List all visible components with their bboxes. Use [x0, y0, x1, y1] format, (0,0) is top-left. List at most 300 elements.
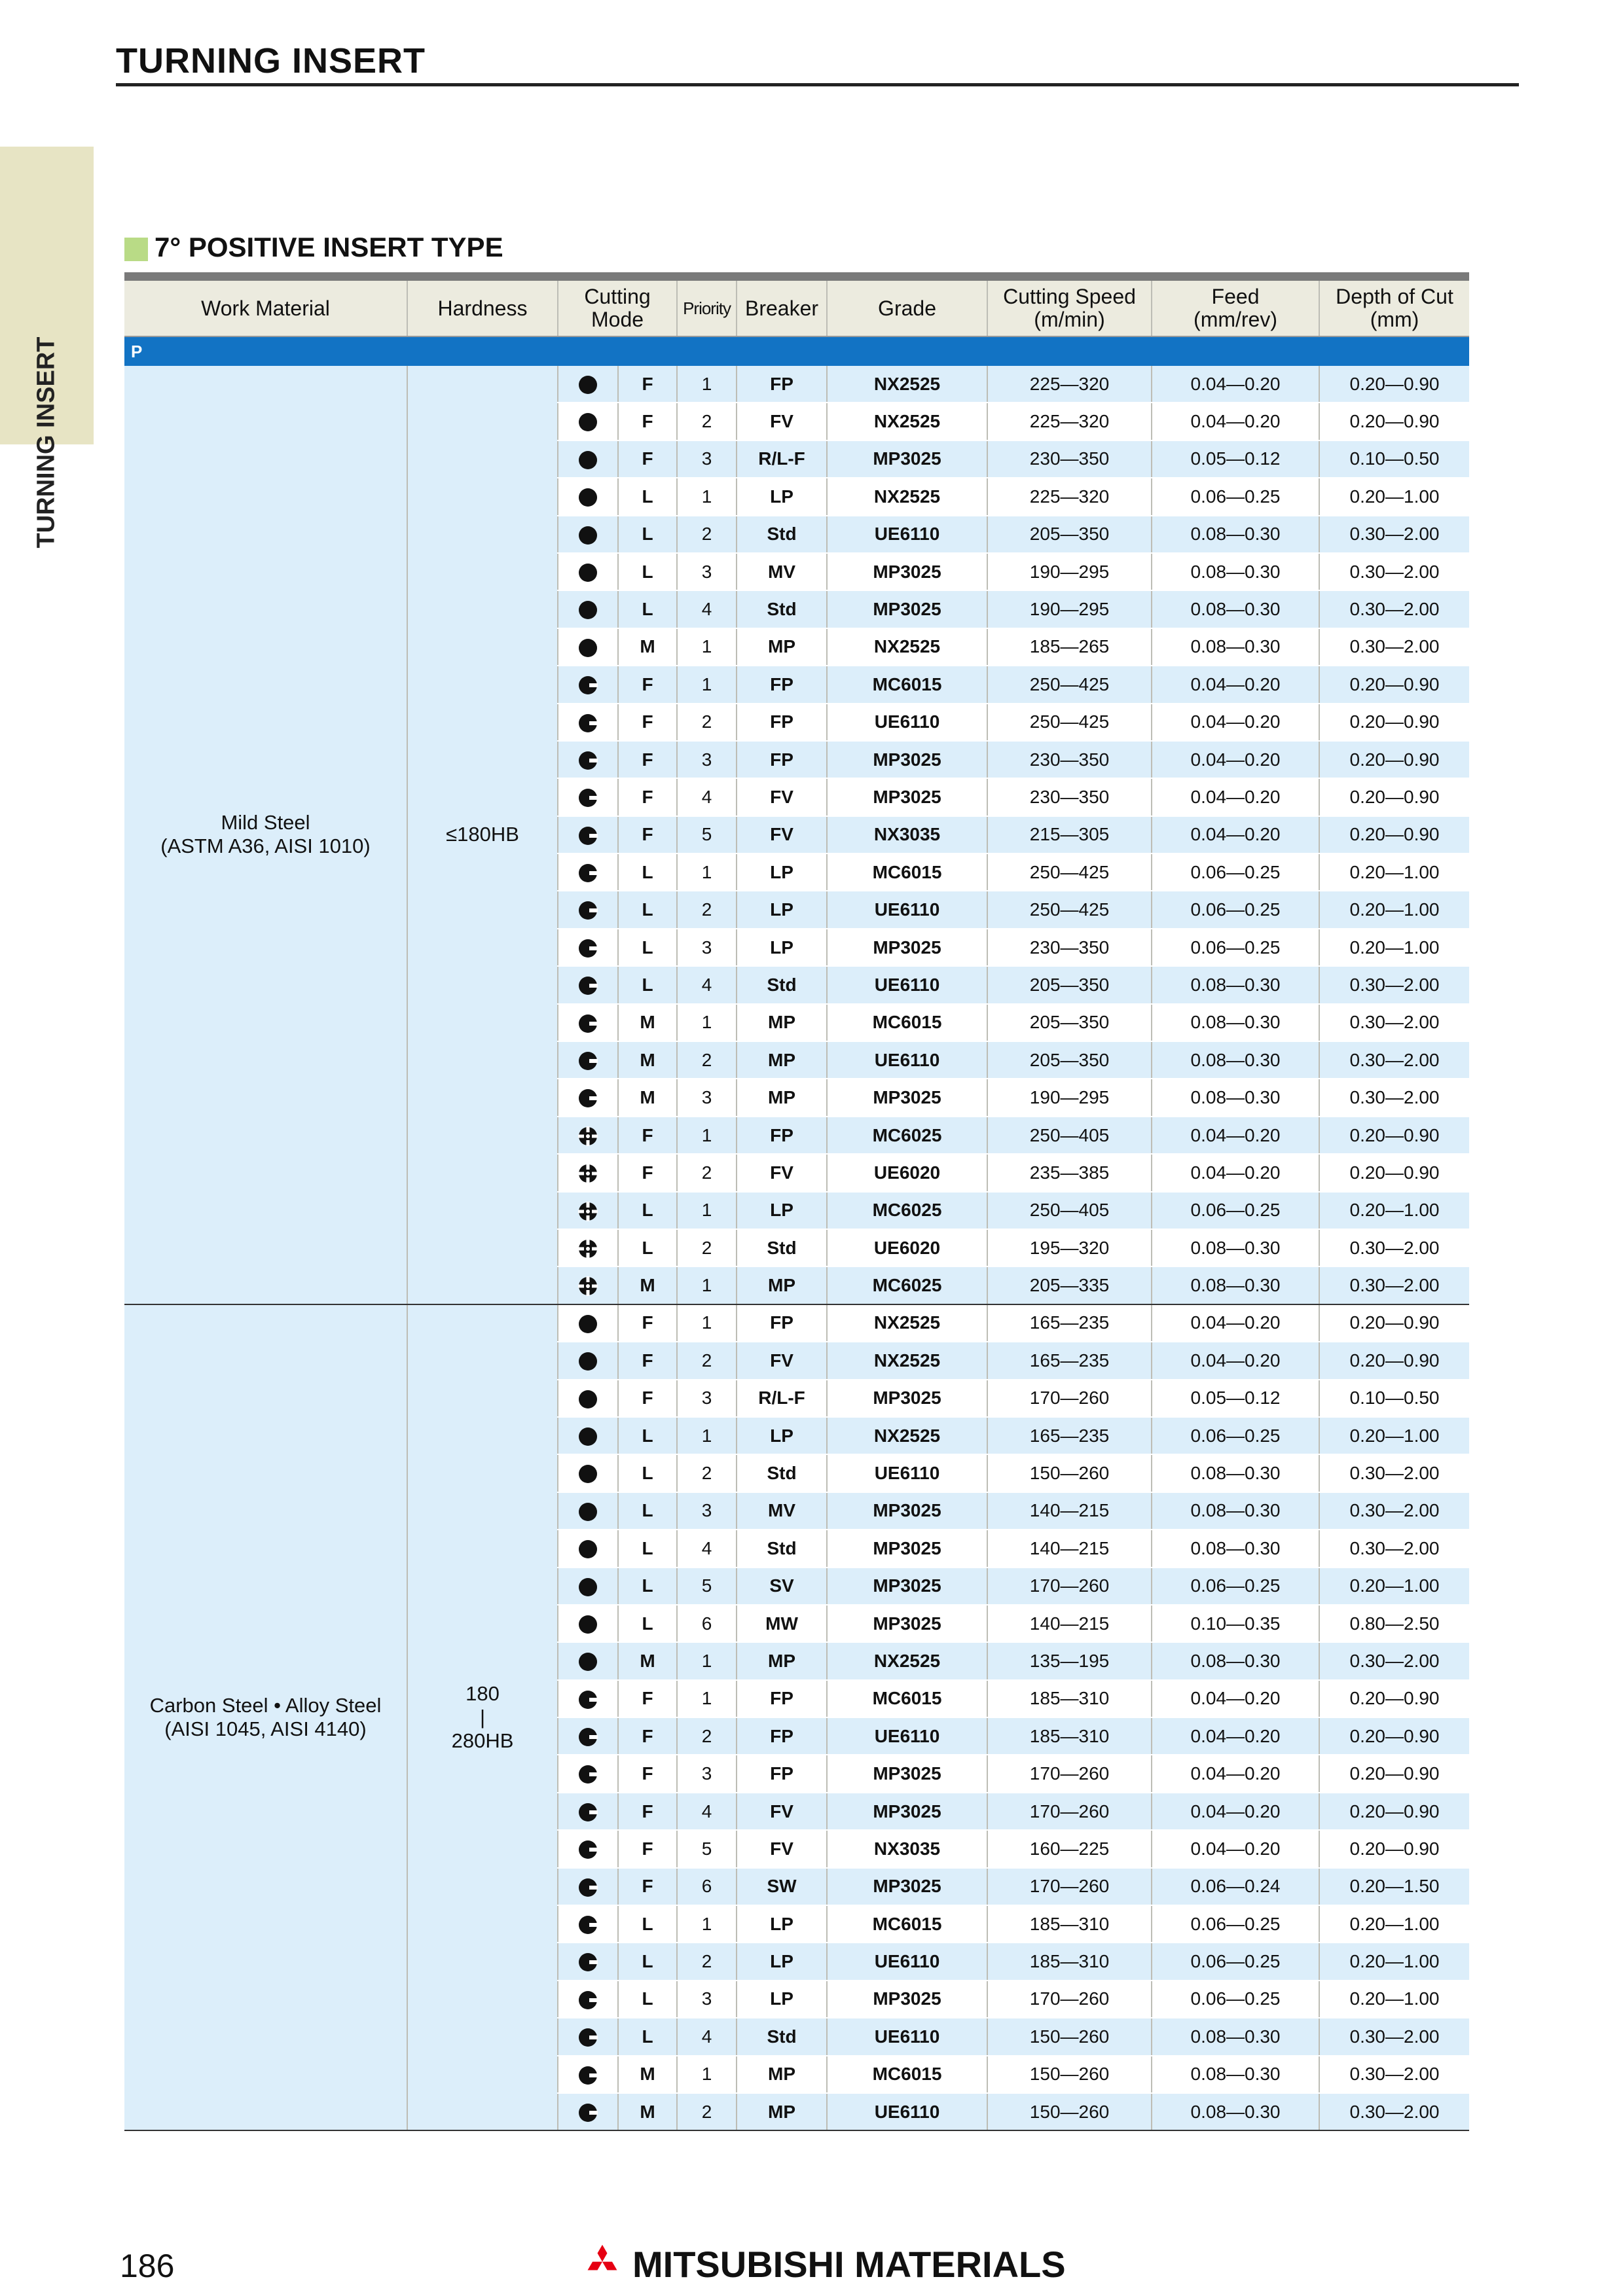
light-interrupted-cutting-icon — [578, 901, 598, 920]
cut-type-cell — [558, 1492, 618, 1530]
priority-cell: 1 — [677, 1905, 737, 1943]
column-header: Breaker — [737, 281, 827, 336]
cutting-speed-cell: 185—265 — [987, 628, 1152, 666]
grade-cell: UE6110 — [827, 704, 987, 741]
cutting-mode-cell: L — [618, 853, 677, 891]
cutting-mode-cell: L — [618, 1943, 677, 1980]
depth-of-cut-cell: 0.20—1.00 — [1319, 1943, 1469, 1980]
breaker-cell: FP — [737, 704, 827, 741]
breaker-cell: MV — [737, 1492, 827, 1530]
feed-cell: 0.04—0.20 — [1152, 1830, 1319, 1867]
depth-of-cut-cell: 0.20—1.00 — [1319, 1417, 1469, 1454]
cutting-mode-cell: F — [618, 1717, 677, 1755]
cut-type-cell — [558, 1154, 618, 1191]
light-interrupted-cutting-icon — [578, 2103, 598, 2123]
cutting-mode-cell: M — [618, 2056, 677, 2093]
column-header: Grade — [827, 281, 987, 336]
light-interrupted-cutting-icon — [578, 751, 598, 770]
grade-cell: UE6110 — [827, 891, 987, 928]
breaker-cell: Std — [737, 966, 827, 1003]
cutting-mode-cell: L — [618, 1192, 677, 1229]
cutting-speed-cell: 165—235 — [987, 1417, 1152, 1454]
cut-type-cell — [558, 1192, 618, 1229]
cutting-speed-cell: 205—350 — [987, 1004, 1152, 1041]
priority-cell: 2 — [677, 1943, 737, 1980]
cutting-speed-cell: 205—350 — [987, 966, 1152, 1003]
table-header-row — [124, 281, 1469, 336]
depth-of-cut-cell: 0.20—1.00 — [1319, 1981, 1469, 2018]
priority-cell: 6 — [677, 1605, 737, 1642]
feed-cell: 0.04—0.20 — [1152, 1755, 1319, 1792]
light-interrupted-cutting-icon — [578, 1952, 598, 1972]
grade-cell: MP3025 — [827, 1605, 987, 1642]
priority-cell: 4 — [677, 1530, 737, 1567]
priority-cell: 1 — [677, 366, 737, 403]
side-tab-label: TURNING INSERT — [32, 336, 60, 548]
cut-type-cell — [558, 1568, 618, 1605]
cutting-mode-cell: L — [618, 1981, 677, 2018]
priority-cell: 5 — [677, 1568, 737, 1605]
cutting-speed-cell: 250—425 — [987, 666, 1152, 703]
cut-type-cell — [558, 1004, 618, 1041]
breaker-cell: Std — [737, 1530, 827, 1567]
depth-of-cut-cell: 0.30—2.00 — [1319, 966, 1469, 1003]
grade-cell: UE6110 — [827, 1041, 987, 1079]
depth-of-cut-cell: 0.20—0.90 — [1319, 1830, 1469, 1867]
priority-cell: 1 — [677, 1117, 737, 1154]
table-row — [124, 1304, 1469, 1342]
breaker-cell: FP — [737, 366, 827, 403]
depth-of-cut-cell: 0.20—1.00 — [1319, 853, 1469, 891]
grade-cell: NX3035 — [827, 1830, 987, 1867]
breaker-cell: MP — [737, 1266, 827, 1304]
grade-cell: MP3025 — [827, 1568, 987, 1605]
cutting-speed-cell: 150—260 — [987, 2093, 1152, 2130]
cutting-speed-cell: 170—260 — [987, 1568, 1152, 1605]
breaker-cell: FP — [737, 1117, 827, 1154]
grade-cell: UE6110 — [827, 516, 987, 553]
feed-cell: 0.06—0.25 — [1152, 478, 1319, 515]
cutting-mode-cell: L — [618, 478, 677, 515]
breaker-cell: LP — [737, 478, 827, 515]
breaker-cell: SV — [737, 1568, 827, 1605]
feed-cell: 0.08—0.30 — [1152, 966, 1319, 1003]
grade-cell: MP3025 — [827, 1079, 987, 1116]
cutting-mode-cell: F — [618, 1793, 677, 1830]
priority-cell: 4 — [677, 590, 737, 628]
cutting-speed-cell: 185—310 — [987, 1680, 1152, 1717]
heavy-interrupted-cutting-icon — [578, 1202, 598, 1221]
continuous-cutting-icon — [578, 1427, 598, 1446]
column-header: Cutting Mode — [558, 281, 677, 336]
priority-cell: 3 — [677, 741, 737, 778]
cutting-mode-cell: L — [618, 1492, 677, 1530]
grade-cell: NX2525 — [827, 1304, 987, 1342]
cutting-speed-cell: 190—295 — [987, 1079, 1152, 1116]
priority-cell: 1 — [677, 853, 737, 891]
breaker-cell: SW — [737, 1868, 827, 1905]
cutting-mode-cell: F — [618, 1755, 677, 1792]
priority-cell: 2 — [677, 1717, 737, 1755]
cut-type-cell — [558, 891, 618, 928]
depth-of-cut-cell: 0.30—2.00 — [1319, 553, 1469, 590]
breaker-cell: MP — [737, 1079, 827, 1116]
cut-type-cell — [558, 1304, 618, 1342]
feed-cell: 0.08—0.30 — [1152, 1079, 1319, 1116]
feed-cell: 0.04—0.20 — [1152, 666, 1319, 703]
grade-cell: MC6015 — [827, 1680, 987, 1717]
depth-of-cut-cell: 0.30—2.00 — [1319, 628, 1469, 666]
priority-cell: 2 — [677, 516, 737, 553]
light-interrupted-cutting-icon — [578, 1990, 598, 2010]
cutting-speed-cell: 190—295 — [987, 590, 1152, 628]
cut-type-cell — [558, 1380, 618, 1417]
cut-type-cell — [558, 1642, 618, 1679]
grade-cell: MP3025 — [827, 1868, 987, 1905]
depth-of-cut-cell: 0.20—0.90 — [1319, 1717, 1469, 1755]
material-group-label: P — [124, 336, 1469, 366]
breaker-cell: FV — [737, 778, 827, 816]
continuous-cutting-icon — [578, 1652, 598, 1672]
feed-cell: 0.06—0.25 — [1152, 1417, 1319, 1454]
depth-of-cut-cell: 0.30—2.00 — [1319, 516, 1469, 553]
cut-type-cell — [558, 553, 618, 590]
cut-type-cell — [558, 1793, 618, 1830]
continuous-cutting-icon — [578, 563, 598, 583]
cutting-mode-cell: M — [618, 1041, 677, 1079]
grade-cell: NX2525 — [827, 1342, 987, 1379]
feed-cell: 0.04—0.20 — [1152, 1154, 1319, 1191]
feed-cell: 0.08—0.30 — [1152, 1004, 1319, 1041]
mitsubishi-logo-icon — [580, 2244, 625, 2284]
grade-cell: MC6025 — [827, 1117, 987, 1154]
depth-of-cut-cell: 0.20—1.50 — [1319, 1868, 1469, 1905]
side-tab — [0, 147, 94, 548]
breaker-cell: MP — [737, 1642, 827, 1679]
grade-cell: UE6110 — [827, 966, 987, 1003]
cutting-mode-cell: M — [618, 1004, 677, 1041]
table-row — [124, 366, 1469, 403]
depth-of-cut-cell: 0.20—0.90 — [1319, 1117, 1469, 1154]
priority-cell: 5 — [677, 816, 737, 853]
cutting-speed-cell: 250—405 — [987, 1192, 1152, 1229]
depth-of-cut-cell: 0.10—0.50 — [1319, 440, 1469, 478]
cutting-speed-cell: 230—350 — [987, 741, 1152, 778]
depth-of-cut-cell: 0.80—2.50 — [1319, 1605, 1469, 1642]
breaker-cell: FV — [737, 403, 827, 440]
breaker-cell: FV — [737, 1793, 827, 1830]
cutting-speed-cell: 165—235 — [987, 1342, 1152, 1379]
cut-type-cell — [558, 1905, 618, 1943]
breaker-cell: R/L-F — [737, 1380, 827, 1417]
feed-cell: 0.08—0.30 — [1152, 1454, 1319, 1492]
grade-cell: NX3035 — [827, 816, 987, 853]
priority-cell: 2 — [677, 1229, 737, 1266]
light-interrupted-cutting-icon — [578, 788, 598, 808]
priority-cell: 2 — [677, 1154, 737, 1191]
light-interrupted-cutting-icon — [578, 1840, 598, 1859]
cut-type-cell — [558, 1454, 618, 1492]
cut-type-cell — [558, 1830, 618, 1867]
continuous-cutting-icon — [578, 1539, 598, 1559]
cut-type-cell — [558, 1417, 618, 1454]
feed-cell: 0.04—0.20 — [1152, 1304, 1319, 1342]
depth-of-cut-cell: 0.20—0.90 — [1319, 1342, 1469, 1379]
light-interrupted-cutting-icon — [578, 1690, 598, 1710]
continuous-cutting-icon — [578, 526, 598, 545]
grade-cell: MP3025 — [827, 1981, 987, 2018]
heavy-interrupted-cutting-icon — [578, 1126, 598, 1146]
light-interrupted-cutting-icon — [578, 1915, 598, 1935]
cutting-mode-cell: L — [618, 891, 677, 928]
cutting-speed-cell: 185—310 — [987, 1717, 1152, 1755]
light-interrupted-cutting-icon — [578, 1878, 598, 1897]
breaker-cell: FP — [737, 741, 827, 778]
cutting-speed-cell: 205—350 — [987, 1041, 1152, 1079]
hardness-cell: 180 | 280HB — [407, 1304, 558, 2131]
cutting-mode-cell: L — [618, 590, 677, 628]
cutting-speed-cell: 170—260 — [987, 1868, 1152, 1905]
cut-type-cell — [558, 1717, 618, 1755]
grade-cell: MP3025 — [827, 741, 987, 778]
cut-type-cell — [558, 1605, 618, 1642]
cutting-speed-cell: 150—260 — [987, 2056, 1152, 2093]
depth-of-cut-cell: 0.20—0.90 — [1319, 816, 1469, 853]
heavy-interrupted-cutting-icon — [578, 1239, 598, 1259]
breaker-cell: LP — [737, 1417, 827, 1454]
cutting-mode-cell: L — [618, 1530, 677, 1567]
light-interrupted-cutting-icon — [578, 863, 598, 883]
work-material-cell: Carbon Steel • Alloy Steel (AISI 1045, AISI 4140) — [124, 1304, 407, 2131]
continuous-cutting-icon — [578, 1615, 598, 1634]
cutting-mode-cell: F — [618, 704, 677, 741]
grade-cell: MP3025 — [827, 553, 987, 590]
feed-cell: 0.08—0.30 — [1152, 553, 1319, 590]
priority-cell: 1 — [677, 1680, 737, 1717]
cutting-speed-cell: 135—195 — [987, 1642, 1152, 1679]
breaker-cell: FV — [737, 1154, 827, 1191]
cut-type-cell — [558, 478, 618, 515]
light-interrupted-cutting-icon — [578, 675, 598, 695]
cutting-mode-cell: M — [618, 1079, 677, 1116]
priority-cell: 1 — [677, 478, 737, 515]
grade-cell: NX2525 — [827, 366, 987, 403]
feed-cell: 0.05—0.12 — [1152, 440, 1319, 478]
priority-cell: 3 — [677, 1981, 737, 2018]
cutting-speed-cell: 150—260 — [987, 1454, 1152, 1492]
cutting-mode-cell: L — [618, 929, 677, 966]
cutting-speed-cell: 185—310 — [987, 1943, 1152, 1980]
priority-cell: 4 — [677, 1793, 737, 1830]
breaker-cell: Std — [737, 2018, 827, 2055]
cutting-mode-cell: F — [618, 816, 677, 853]
cutting-mode-cell: L — [618, 1605, 677, 1642]
grade-cell: UE6020 — [827, 1154, 987, 1191]
cutting-speed-cell: 195—320 — [987, 1229, 1152, 1266]
cutting-mode-cell: M — [618, 628, 677, 666]
grade-cell: NX2525 — [827, 403, 987, 440]
breaker-cell: LP — [737, 1192, 827, 1229]
grade-cell: NX2525 — [827, 628, 987, 666]
depth-of-cut-cell: 0.20—0.90 — [1319, 403, 1469, 440]
grade-cell: MP3025 — [827, 1755, 987, 1792]
cutting-speed-cell: 140—215 — [987, 1605, 1152, 1642]
cutting-mode-cell: F — [618, 1830, 677, 1867]
cut-type-cell — [558, 1041, 618, 1079]
depth-of-cut-cell: 0.20—0.90 — [1319, 366, 1469, 403]
cutting-speed-cell: 170—260 — [987, 1981, 1152, 2018]
breaker-cell: LP — [737, 891, 827, 928]
grade-cell: NX2525 — [827, 1642, 987, 1679]
breaker-cell: FV — [737, 1342, 827, 1379]
light-interrupted-cutting-icon — [578, 713, 598, 733]
feed-cell: 0.04—0.20 — [1152, 1717, 1319, 1755]
cutting-speed-cell: 190—295 — [987, 553, 1152, 590]
grade-cell: MC6015 — [827, 1004, 987, 1041]
continuous-cutting-icon — [578, 412, 598, 432]
cutting-mode-cell: F — [618, 1342, 677, 1379]
depth-of-cut-cell: 0.10—0.50 — [1319, 1380, 1469, 1417]
feed-cell: 0.06—0.25 — [1152, 1981, 1319, 2018]
priority-cell: 2 — [677, 1454, 737, 1492]
priority-cell: 1 — [677, 1304, 737, 1342]
cutting-speed-cell: 170—260 — [987, 1793, 1152, 1830]
priority-cell: 2 — [677, 704, 737, 741]
priority-cell: 2 — [677, 2093, 737, 2130]
cutting-mode-cell: F — [618, 403, 677, 440]
grade-cell: MC6015 — [827, 666, 987, 703]
feed-cell: 0.08—0.30 — [1152, 1266, 1319, 1304]
cutting-speed-cell: 205—350 — [987, 516, 1152, 553]
cut-type-cell — [558, 1943, 618, 1980]
cutting-speed-cell: 165—235 — [987, 1304, 1152, 1342]
cutting-mode-cell: L — [618, 516, 677, 553]
priority-cell: 4 — [677, 966, 737, 1003]
grade-cell: UE6110 — [827, 1943, 987, 1980]
column-header: Cutting Speed (m/min) — [987, 281, 1152, 336]
cut-type-cell — [558, 2093, 618, 2130]
continuous-cutting-icon — [578, 1352, 598, 1371]
feed-cell: 0.05—0.12 — [1152, 1380, 1319, 1417]
grade-cell: MP3025 — [827, 1492, 987, 1530]
brand-footer — [580, 2244, 1066, 2284]
cut-type-cell — [558, 816, 618, 853]
depth-of-cut-cell: 0.20—0.90 — [1319, 1755, 1469, 1792]
cutting-mode-cell: F — [618, 1380, 677, 1417]
grade-cell: NX2525 — [827, 1417, 987, 1454]
depth-of-cut-cell: 0.20—0.90 — [1319, 1793, 1469, 1830]
priority-cell: 3 — [677, 1755, 737, 1792]
cut-type-cell — [558, 1229, 618, 1266]
cutting-speed-cell: 150—260 — [987, 2018, 1152, 2055]
grade-cell: UE6110 — [827, 2018, 987, 2055]
light-interrupted-cutting-icon — [578, 1088, 598, 1108]
cut-type-cell — [558, 778, 618, 816]
cutting-mode-cell: F — [618, 1117, 677, 1154]
feed-cell: 0.04—0.20 — [1152, 1793, 1319, 1830]
feed-cell: 0.08—0.30 — [1152, 1229, 1319, 1266]
cut-type-cell — [558, 1530, 618, 1567]
cut-type-cell — [558, 403, 618, 440]
priority-cell: 3 — [677, 1492, 737, 1530]
cut-type-cell — [558, 704, 618, 741]
light-interrupted-cutting-icon — [578, 939, 598, 958]
feed-cell: 0.06—0.25 — [1152, 891, 1319, 928]
depth-of-cut-cell: 0.30—2.00 — [1319, 1454, 1469, 1492]
feed-cell: 0.08—0.30 — [1152, 590, 1319, 628]
priority-cell: 1 — [677, 1642, 737, 1679]
cutting-speed-cell: 230—350 — [987, 440, 1152, 478]
feed-cell: 0.06—0.25 — [1152, 853, 1319, 891]
grade-cell: MC6015 — [827, 1905, 987, 1943]
breaker-cell: FP — [737, 666, 827, 703]
feed-cell: 0.08—0.30 — [1152, 1530, 1319, 1567]
priority-cell: 2 — [677, 891, 737, 928]
feed-cell: 0.04—0.20 — [1152, 704, 1319, 741]
priority-cell: 3 — [677, 929, 737, 966]
depth-of-cut-cell: 0.30—2.00 — [1319, 1041, 1469, 1079]
cut-type-cell — [558, 666, 618, 703]
feed-cell: 0.06—0.24 — [1152, 1868, 1319, 1905]
continuous-cutting-icon — [578, 375, 598, 395]
light-interrupted-cutting-icon — [578, 1727, 598, 1747]
cutting-speed-cell: 230—350 — [987, 929, 1152, 966]
grade-cell: MP3025 — [827, 929, 987, 966]
cutting-speed-cell: 250—405 — [987, 1117, 1152, 1154]
priority-cell: 2 — [677, 1041, 737, 1079]
breaker-cell: LP — [737, 1981, 827, 2018]
feed-cell: 0.04—0.20 — [1152, 778, 1319, 816]
column-header: Hardness — [407, 281, 558, 336]
feed-cell: 0.10—0.35 — [1152, 1605, 1319, 1642]
feed-cell: 0.08—0.30 — [1152, 1642, 1319, 1679]
depth-of-cut-cell: 0.20—0.90 — [1319, 1154, 1469, 1191]
cutting-conditions-table — [124, 281, 1469, 2131]
cut-type-cell — [558, 1079, 618, 1116]
cut-type-cell — [558, 1266, 618, 1304]
depth-of-cut-cell: 0.20—1.00 — [1319, 1192, 1469, 1229]
cutting-mode-cell: L — [618, 553, 677, 590]
cutting-mode-cell: F — [618, 1154, 677, 1191]
priority-cell: 2 — [677, 403, 737, 440]
feed-cell: 0.04—0.20 — [1152, 1117, 1319, 1154]
cut-type-cell — [558, 2018, 618, 2055]
breaker-cell: MW — [737, 1605, 827, 1642]
cutting-mode-cell: L — [618, 966, 677, 1003]
depth-of-cut-cell: 0.20—1.00 — [1319, 478, 1469, 515]
light-interrupted-cutting-icon — [578, 2066, 598, 2085]
grade-cell: MP3025 — [827, 1793, 987, 1830]
cutting-speed-cell: 170—260 — [987, 1380, 1152, 1417]
priority-cell: 1 — [677, 1417, 737, 1454]
cutting-speed-cell: 185—310 — [987, 1905, 1152, 1943]
cutting-mode-cell: F — [618, 778, 677, 816]
feed-cell: 0.08—0.30 — [1152, 2018, 1319, 2055]
depth-of-cut-cell: 0.20—0.90 — [1319, 741, 1469, 778]
cutting-speed-cell: 235—385 — [987, 1154, 1152, 1191]
feed-cell: 0.04—0.20 — [1152, 403, 1319, 440]
cutting-speed-cell: 250—425 — [987, 704, 1152, 741]
grade-cell: UE6020 — [827, 1229, 987, 1266]
continuous-cutting-icon — [578, 1577, 598, 1597]
grade-cell: MC6015 — [827, 2056, 987, 2093]
header-rule — [116, 83, 1519, 86]
cut-type-cell — [558, 966, 618, 1003]
cut-type-cell — [558, 1117, 618, 1154]
depth-of-cut-cell: 0.20—0.90 — [1319, 666, 1469, 703]
cutting-mode-cell: L — [618, 1905, 677, 1943]
priority-cell: 2 — [677, 1342, 737, 1379]
